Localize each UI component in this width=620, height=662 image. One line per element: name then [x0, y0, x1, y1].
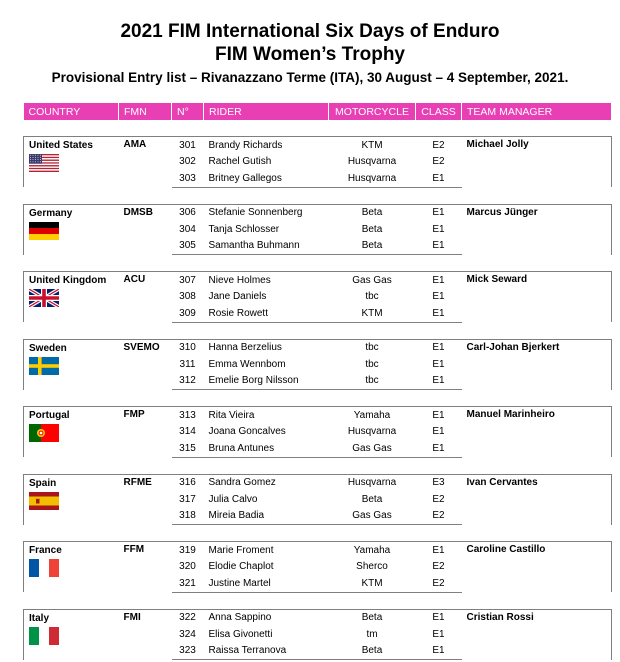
rider-motorcycle: Beta	[329, 204, 416, 221]
rider-class: E3	[416, 474, 462, 491]
rider-row	[24, 609, 612, 626]
flag-france-icon	[29, 559, 59, 577]
col-header-fmn: FMN	[119, 103, 172, 120]
rider-number: 301	[172, 137, 204, 154]
rider-number: 323	[172, 643, 204, 660]
rider-class: E1	[416, 272, 462, 289]
rider-class: E1	[416, 440, 462, 457]
rider-motorcycle: tbc	[365, 291, 379, 303]
rider-name: Stefanie Sonnenberg	[204, 204, 329, 221]
document-subtitle: FIM Women’s Trophy	[214, 44, 405, 65]
rider-number: 310	[172, 339, 204, 356]
rider-class: E1	[432, 628, 445, 640]
rider-number: 303	[172, 170, 204, 187]
rider-row	[24, 272, 612, 289]
rider-class: E1	[432, 223, 445, 235]
team-fmn: FFM	[119, 542, 172, 593]
rider-name: Nieve Holmes	[204, 272, 329, 289]
rider-class: E1	[416, 373, 462, 390]
rider-motorcycle: Yamaha	[329, 542, 416, 559]
team-manager: Manuel Marinheiro	[462, 407, 612, 458]
rider-name: Britney Gallegos	[204, 170, 329, 187]
team-country-cell	[24, 272, 119, 323]
rider-number: 311	[179, 358, 196, 370]
col-header-class: CLASS	[416, 103, 462, 120]
country-name: Sweden	[29, 342, 67, 354]
rider-number: 324	[179, 628, 196, 640]
team-spacer	[24, 255, 612, 272]
rider-name: Tanja Schlosser	[208, 223, 280, 235]
rider-number: 320	[179, 561, 196, 573]
rider-motorcycle: tbc	[329, 339, 416, 356]
rider-motorcycle: Beta	[329, 609, 416, 626]
rider-motorcycle: Gas Gas	[329, 440, 416, 457]
rider-name: Raissa Terranova	[204, 643, 329, 660]
rider-name: Marie Froment	[204, 542, 329, 559]
rider-row	[24, 204, 612, 221]
rider-class: E1	[432, 426, 445, 438]
team-fmn: DMSB	[119, 204, 172, 255]
rider-name: Hanna Berzelius	[204, 339, 329, 356]
team-fmn: ACU	[119, 272, 172, 323]
team-spacer	[24, 390, 612, 407]
rider-number: 307	[172, 272, 204, 289]
rider-motorcycle: Husqvarna	[347, 426, 397, 438]
rider-name: Joana Goncalves	[208, 426, 286, 438]
flag-usa-icon	[29, 154, 59, 172]
rider-number: 313	[172, 407, 204, 424]
team-spacer	[24, 322, 612, 339]
rider-motorcycle: Gas Gas	[329, 272, 416, 289]
table-header-row	[24, 103, 612, 120]
flag-sweden-icon	[29, 357, 59, 375]
rider-row	[24, 137, 612, 154]
col-header-number: N°	[172, 103, 204, 120]
rider-row	[24, 407, 612, 424]
rider-number: 309	[172, 305, 204, 322]
rider-name: Rosie Rowett	[204, 305, 329, 322]
rider-motorcycle: Beta	[361, 223, 383, 235]
rider-class: E2	[432, 561, 445, 573]
document-header	[0, 20, 620, 87]
country-name: Germany	[29, 207, 73, 219]
team-fmn: SVEMO	[119, 339, 172, 390]
rider-class: E1	[416, 204, 462, 221]
rider-class: E1	[416, 407, 462, 424]
rider-class: E1	[416, 643, 462, 660]
rider-number: 318	[172, 508, 204, 525]
rider-name: Mireia Badia	[204, 508, 329, 525]
team-spacer	[24, 120, 612, 137]
rider-class: E1	[416, 238, 462, 255]
rider-motorcycle: Beta	[329, 238, 416, 255]
col-header-team-manager: TEAM MANAGER	[462, 103, 612, 120]
rider-number: 314	[179, 426, 196, 438]
col-header-country: COUNTRY	[24, 103, 119, 120]
team-manager: Michael Jolly	[462, 137, 612, 188]
rider-number: 317	[179, 493, 196, 505]
country-name: France	[29, 545, 62, 556]
country-name: Spain	[29, 477, 57, 489]
rider-name: Sandra Gomez	[204, 474, 329, 491]
rider-number: 308	[179, 291, 196, 303]
rider-name: Emma Wennbom	[208, 358, 286, 370]
team-manager: Mick Seward	[462, 272, 612, 323]
rider-class: E1	[416, 339, 462, 356]
team-spacer	[24, 525, 612, 542]
team-fmn: AMA	[119, 137, 172, 188]
flag-germany-icon	[29, 222, 59, 240]
rider-number: 312	[172, 373, 204, 390]
rider-motorcycle: tbc	[365, 358, 379, 370]
document-caption: Provisional Entry list – Rivanazzano Terme (ITA), 30 August – 4 September, 2021.	[51, 70, 569, 85]
rider-name: Brandy Richards	[204, 137, 329, 154]
rider-number: 302	[179, 156, 196, 168]
rider-number: 322	[172, 609, 204, 626]
team-country-cell	[24, 407, 119, 458]
rider-name: Elisa Givonetti	[208, 628, 273, 640]
col-header-rider: RIDER	[204, 103, 329, 120]
team-country-cell	[24, 609, 119, 660]
team-spacer	[24, 592, 612, 609]
rider-number: 306	[172, 204, 204, 221]
rider-name: Elodie Chaplot	[208, 561, 274, 573]
team-spacer	[24, 457, 612, 474]
rider-name: Julia Calvo	[208, 493, 258, 505]
document-title: 2021 FIM International Six Days of Enduro	[120, 21, 500, 42]
flag-uk-icon	[29, 289, 59, 307]
rider-row	[24, 542, 612, 559]
rider-motorcycle: Husqvarna	[329, 474, 416, 491]
rider-name: Samantha Buhmann	[204, 238, 329, 255]
rider-class: E1	[416, 609, 462, 626]
rider-motorcycle: tm	[366, 628, 378, 640]
team-country-cell	[24, 339, 119, 390]
rider-class: E1	[416, 305, 462, 322]
rider-class: E1	[416, 170, 462, 187]
rider-motorcycle: Yamaha	[329, 407, 416, 424]
rider-row	[24, 474, 612, 491]
entry-list-table	[23, 103, 612, 660]
rider-name: Rachel Gutish	[208, 156, 272, 168]
rider-class: E1	[416, 542, 462, 559]
rider-class: E2	[416, 508, 462, 525]
rider-motorcycle: KTM	[329, 137, 416, 154]
rider-motorcycle: Sherco	[356, 561, 388, 573]
rider-class: E2	[416, 137, 462, 154]
team-manager: Cristian Rossi	[462, 609, 612, 660]
country-name: Italy	[29, 612, 50, 624]
rider-motorcycle: KTM	[329, 305, 416, 322]
flag-portugal-icon	[29, 424, 59, 442]
rider-motorcycle: tbc	[329, 373, 416, 390]
team-fmn: FMI	[119, 609, 172, 660]
rider-row	[24, 339, 612, 356]
col-header-motorcycle: MOTORCYCLE	[329, 103, 416, 120]
flag-spain-icon	[29, 492, 59, 510]
team-country-cell	[24, 137, 119, 188]
rider-motorcycle: Gas Gas	[329, 508, 416, 525]
rider-class: E2	[432, 493, 445, 505]
rider-class: E2	[432, 156, 445, 168]
rider-name: Bruna Antunes	[204, 440, 329, 457]
team-spacer	[24, 187, 612, 204]
rider-class: E2	[416, 575, 462, 592]
rider-motorcycle: Husqvarna	[347, 156, 397, 168]
team-fmn: FMP	[119, 407, 172, 458]
rider-class: E1	[432, 291, 445, 303]
rider-class: E1	[432, 358, 445, 370]
team-country-cell	[24, 542, 119, 593]
team-manager: Carl-Johan Bjerkert	[462, 339, 612, 390]
team-fmn: RFME	[119, 474, 172, 525]
rider-motorcycle: Beta	[361, 493, 383, 505]
rider-name: Anna Sappino	[204, 609, 329, 626]
rider-number: 304	[179, 223, 196, 235]
team-manager: Marcus Jünger	[462, 204, 612, 255]
rider-motorcycle: Beta	[329, 643, 416, 660]
rider-name: Jane Daniels	[208, 291, 267, 303]
country-name: United Kingdom	[29, 275, 107, 286]
rider-name: Justine Martel	[204, 575, 329, 592]
rider-number: 316	[172, 474, 204, 491]
country-name: United States	[29, 140, 93, 151]
rider-motorcycle: KTM	[329, 575, 416, 592]
rider-number: 321	[172, 575, 204, 592]
rider-number: 315	[172, 440, 204, 457]
rider-name: Emelie Borg Nilsson	[204, 373, 329, 390]
team-country-cell	[24, 474, 119, 525]
country-name: Portugal	[29, 410, 70, 421]
rider-name: Rita Vieira	[204, 407, 329, 424]
team-manager: Ivan Cervantes	[462, 474, 612, 525]
team-manager: Caroline Castillo	[462, 542, 612, 593]
team-country-cell	[24, 204, 119, 255]
rider-number: 319	[172, 542, 204, 559]
rider-number: 305	[172, 238, 204, 255]
rider-motorcycle: Husqvarna	[329, 170, 416, 187]
